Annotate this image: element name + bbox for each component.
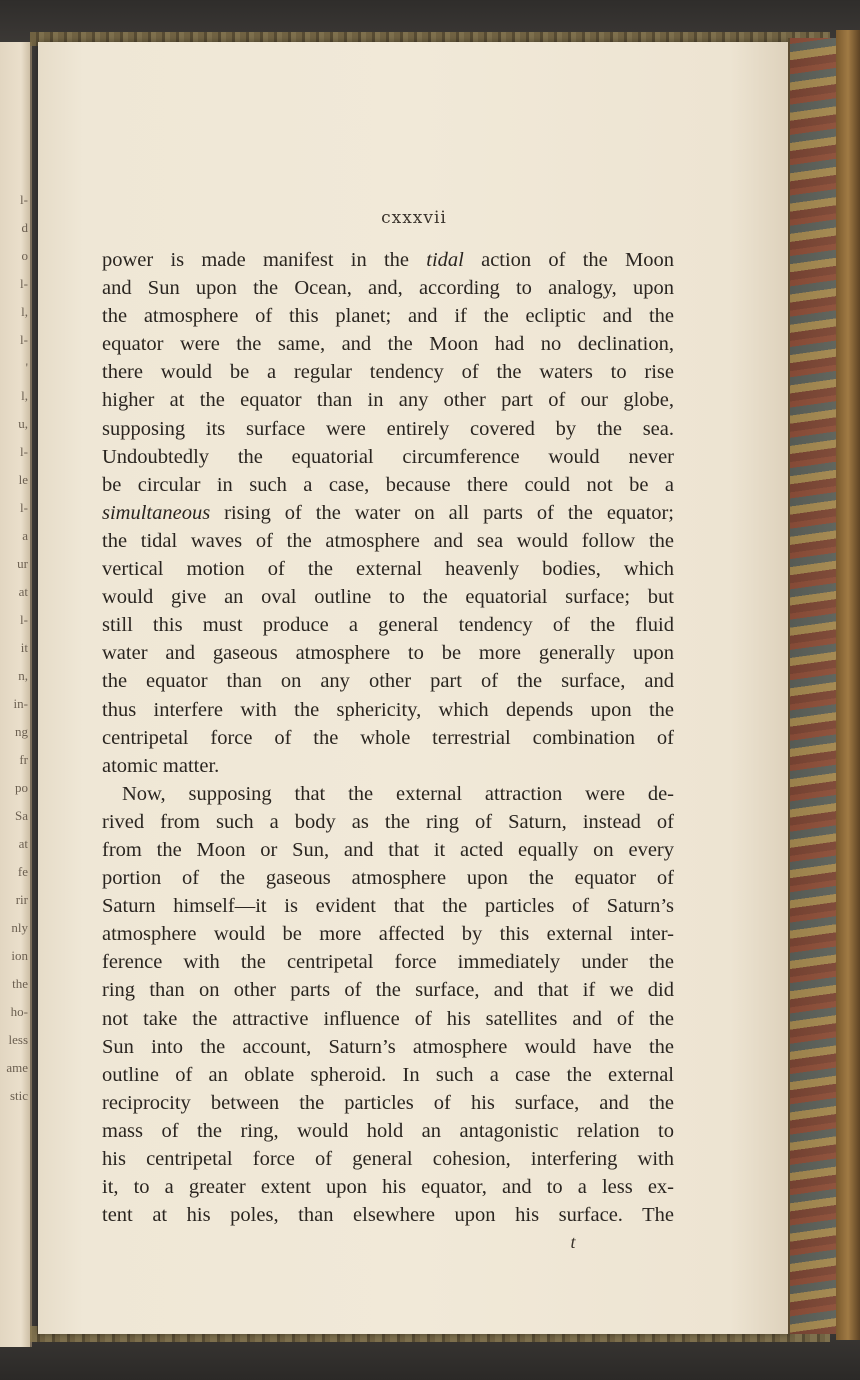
text-line-segment: rising of the water on all parts of the equator; [210,501,674,524]
text-line-segment: mass of the ring, would hold an antagonistic relation to [102,1119,674,1142]
page-number: cxxxvii [381,208,447,228]
text-line [102,1201,674,1229]
text-line [102,780,674,808]
text-line-segment: rived from such a body as the ring of Saturn, instead of [102,810,674,833]
text-line-segment: there would be a regular tendency of the waters to rise [102,361,674,384]
text-line [102,527,674,555]
text-line [102,443,674,471]
previous-page-fragment: the [12,976,28,991]
text-line-segment: Now, supposing that the external attraction were de- [122,782,674,805]
text-line [102,808,674,836]
text-line-segment: ference with the centripetal force immediately under the [102,951,674,974]
previous-page-fragment: rir [15,892,28,907]
text-line [102,1117,674,1145]
text-line [102,892,674,920]
previous-page-fragment: ur [17,556,28,571]
previous-page-fragment: ' [25,360,28,375]
text-line [102,330,674,358]
previous-page-fragment: l- [20,332,28,347]
text-line [102,667,674,695]
previous-page-fragment: ame [6,1060,28,1075]
text-line [102,752,674,780]
text-line [102,499,674,527]
text-line [102,246,674,274]
text-line-segment: power is made manifest in the [102,249,427,271]
previous-page-fragment: d [21,220,28,235]
text-line-segment: ring than on other parts of the surface, and that if we did [102,979,674,1002]
previous-page-fragment: u, [18,416,28,431]
previous-page-fragment: at [18,836,28,851]
text-line-segment: the atmosphere of this planet; and if the ecliptic and the [102,305,674,328]
previous-page-fragment: fr [19,752,28,767]
text-line [102,864,674,892]
text-line [102,274,674,302]
previous-page-fragment: po [15,780,28,795]
text-line [102,1061,674,1089]
marbled-fore-edge [788,38,842,1334]
text-line [102,302,674,330]
text-line [102,836,674,864]
previous-page-fragment: le [18,472,28,487]
previous-page-fragment: a [22,528,28,543]
text-line-segment: portion of the gaseous atmosphere upon the equator of [102,867,674,890]
previous-page-fragment: less [8,1032,28,1047]
text-line-segment: the equator than on any other part of the surface, and [102,670,674,693]
previous-page-fragment: n, [18,668,28,683]
text-line-segment: supposing its surface were entirely covered by the sea. [102,417,674,440]
text-line-segment: would give an oval outline to the equatorial surface; but [102,586,674,609]
text-line-segment: be circular in such a case, because there could not be a [102,473,674,496]
text-line [102,1005,674,1033]
text-line-segment: still this must produce a general tendency of the fluid [102,614,674,637]
text-line [102,611,674,639]
text-line [102,386,674,414]
text-line [102,920,674,948]
previous-page-fragment: ng [15,724,28,739]
previous-page-fragment: it [20,640,28,655]
text-line-segment: Sun into the account, Saturn’s atmosphere would have the [102,1035,674,1058]
previous-page-fragment: l, [21,304,28,319]
previous-page-edge [0,42,32,1347]
previous-page-fragment: l, [21,388,28,403]
italic-word: simultaneous [102,501,211,524]
text-line-segment: Saturn himself—it is evident that the particles of Saturn’s [102,895,674,918]
text-line-segment: his centripetal force of general cohesion, interfering with [102,1148,674,1170]
text-line [102,639,674,667]
text-line-segment: vertical motion of the external heavenly bodies, which [102,558,674,581]
text-line [102,471,674,499]
text-line [102,696,674,724]
text-line-segment: action of the Moon [463,249,674,271]
signature-mark: t [570,1232,576,1252]
text-line [102,1145,674,1173]
previous-page-fragment: ho- [10,1004,28,1019]
previous-page-fragment: l- [20,444,28,459]
text-line-segment: and Sun upon the Ocean, and, according to analogy, upon [102,277,674,300]
previous-page-fragment: in- [13,696,28,711]
text-line [102,1173,674,1201]
text-line [102,583,674,611]
text-line-segment: atomic matter. [102,754,220,777]
previous-page-fragment: l- [20,276,28,291]
text-line [102,976,674,1004]
previous-page-fragment: Sa [15,808,28,823]
previous-page-fragment: nly [11,920,28,935]
previous-page-fragment: l- [20,192,28,207]
previous-page-fragment: fe [17,864,28,879]
text-line [102,724,674,752]
text-line [102,1033,674,1061]
text-line [102,948,674,976]
italic-word: tidal [426,249,464,271]
previous-page-fragment: o [21,248,28,263]
text-line [102,555,674,583]
text-line-segment: the tidal waves of the atmosphere and sea would follow the [102,529,674,552]
previous-page-fragment: l- [20,500,28,515]
text-line-segment: centripetal force of the whole terrestrial combination of [102,726,674,749]
book-spine-edge [836,30,860,1340]
text-line-segment: from the Moon or Sun, and that it acted equally on every [102,838,674,861]
text-line-segment: higher at the equator than in any other part of our globe, [102,389,674,412]
book-page [38,42,790,1334]
text-line-segment: water and gaseous atmosphere to be more generally upon [102,642,674,665]
previous-page-fragment: ion [11,948,28,963]
text-line-segment: Undoubtedly the equatorial circumference would never [102,445,674,468]
text-line-segment: it, to a greater extent upon his equator, and to a less ex- [102,1176,674,1199]
text-line-segment: outline of an oblate spheroid. In such a case the external [102,1063,674,1086]
text-line-segment: atmosphere would be more affected by this external inter- [102,923,674,946]
previous-page-fragment: at [18,584,28,599]
text-line-segment: equator were the same, and the Moon had no declination, [102,333,674,356]
text-line-segment: thus interfere with the sphericity, which depends upon the [102,698,674,721]
text-line-segment: tent at his poles, than elsewhere upon his surface. The [102,1204,674,1227]
text-line-segment: not take the attractive influence of his satellites and of the [102,1007,674,1030]
text-line-segment: reciprocity between the particles of his surface, and the [102,1091,674,1114]
text-line [102,1089,674,1117]
previous-page-fragment: l- [20,612,28,627]
previous-page-fragment: stic [9,1088,28,1103]
text-line [102,358,674,386]
text-line [102,415,674,443]
body-text [102,246,674,1229]
